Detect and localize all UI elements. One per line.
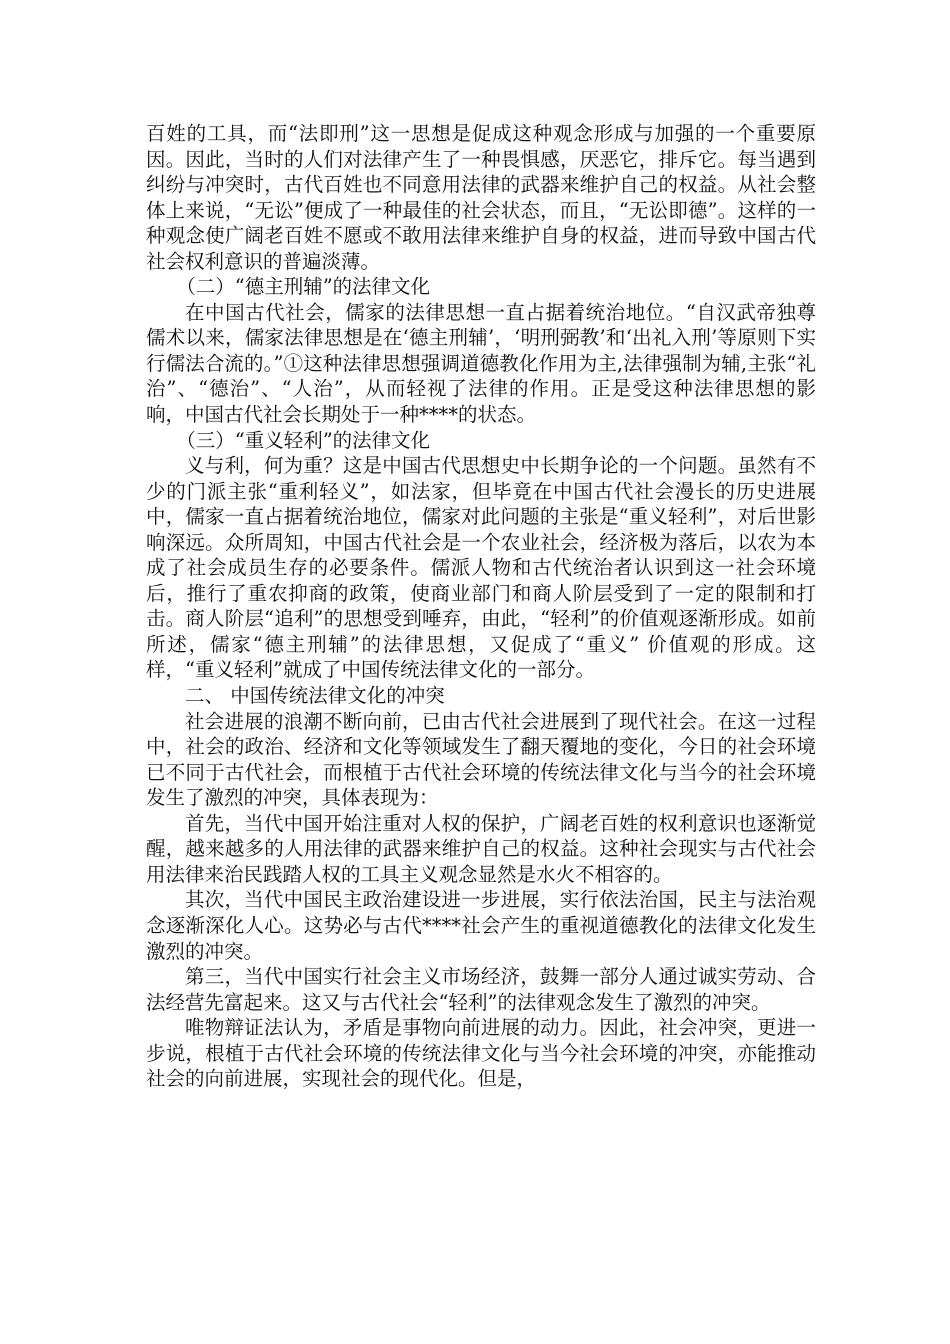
section-heading-zhong-yi-qing-li: （三）“重义轻利”的法律文化: [176, 428, 431, 452]
document-page: [146, 121, 816, 1092]
section-heading-de-zhu-xing-fu: （二）“德主刑辅”的法律文化: [176, 275, 431, 299]
paragraph-first-point: 首先，当代中国开始注重对人权的保护，广阔老百姓的权利意识也逐渐觉醒，越来越多的人用法律的武器来维护自己的权益。这种社会现实与古代社会用法律来治民践踏人权的工具主义观念显然是水火不相容的。: [146, 811, 816, 886]
paragraph-de-zhu-xing-fu: 在中国古代社会，儒家的法律思想一直占据着统治地位。“自汉武帝独尊儒术以来，儒家法律思想是在‘德主刑辅’，‘明刑弼教’和‘出礼入刑’等原则下实行儒法合流的。”①这种法律思想强调道德教化作用为主,法律强制为辅,主张“礼治”、“德治”、“人治”，从而轻视了法律的作用。正是受这种法律思想的影响，中国古代社会长期处于一种****的状态。: [146, 300, 816, 427]
paragraph-continuation: 百姓的工具，而“法即刑”这一思想是促成这种观念形成与加强的一个重要原因。因此，当时的人们对法律产生了一种畏惧感，厌恶它，排斥它。每当遇到纠纷与冲突时，古代百姓也不同意用法律的武器来维护自己的权益。从社会整体上来说，“无讼”便成了一种最佳的社会状态，而且，“无讼即德”。这样的一种观念使广阔老百姓不愿或不敢用法律来维护自身的权益，进而导致中国古代社会权利意识的普遍淡薄。: [146, 122, 816, 273]
paragraph-dialectics: 唯物辩证法认为，矛盾是事物向前进展的动力。因此，社会冲突，更进一步说，根植于古代社会环境的传统法律文化与当今社会环境的冲突，亦能推动社会的向前进展，实现社会的现代化。但是，: [146, 1016, 816, 1091]
paragraph-zhong-yi-qing-li: 义与利，何为重？这是中国古代思想史中长期争论的一个问题。虽然有不少的门派主张“重利轻义”，如法家，但毕竟在中国古代社会漫长的历史进展中，儒家一直占据着统治地位，儒家对此问题的主张是“重义轻利”，对后世影响深远。众所周知，中国古代社会是一个农业社会，经济极为落后，以农为本成了社会成员生存的必要条件。儒派人物和古代统治者认识到这一社会环境后，推行了重农抑商的政策，使商业部门和商人阶层受到了一定的限制和打击。商人阶层“追利”的思想受到唾弃，由此，“轻利”的价值观逐渐形成。如前所述，儒家“德主刑辅”的法律思想，又促成了“重义” 价值观的形成。这样，“重义轻利”就成了中国传统法律文化的一部分。: [146, 454, 816, 682]
section-heading-conflict: 二、 中国传统法律文化的冲突: [185, 684, 445, 708]
paragraph-conflict-intro: 社会进展的浪潮不断向前，已由古代社会进展到了现代社会。在这一过程中，社会的政治、经济和文化等领域发生了翻天覆地的变化，今日的社会环境已不同于古代社会，而根植于古代社会环境的传统法律文化与当今的社会环境发生了激烈的冲突，具体表现为：: [146, 709, 816, 810]
paragraph-third-point: 第三，当代中国实行社会主义市场经济，鼓舞一部分人通过诚实劳动、合法经营先富起来。这又与古代社会“轻利”的法律观念发生了激烈的冲突。: [146, 965, 816, 1014]
paragraph-second-point: 其次，当代中国民主政治建设进一步进展，实行依法治国，民主与法治观念逐渐深化人心。这势必与古代****社会产生的重视道德教化的法律文化发生激烈的冲突。: [146, 888, 816, 963]
